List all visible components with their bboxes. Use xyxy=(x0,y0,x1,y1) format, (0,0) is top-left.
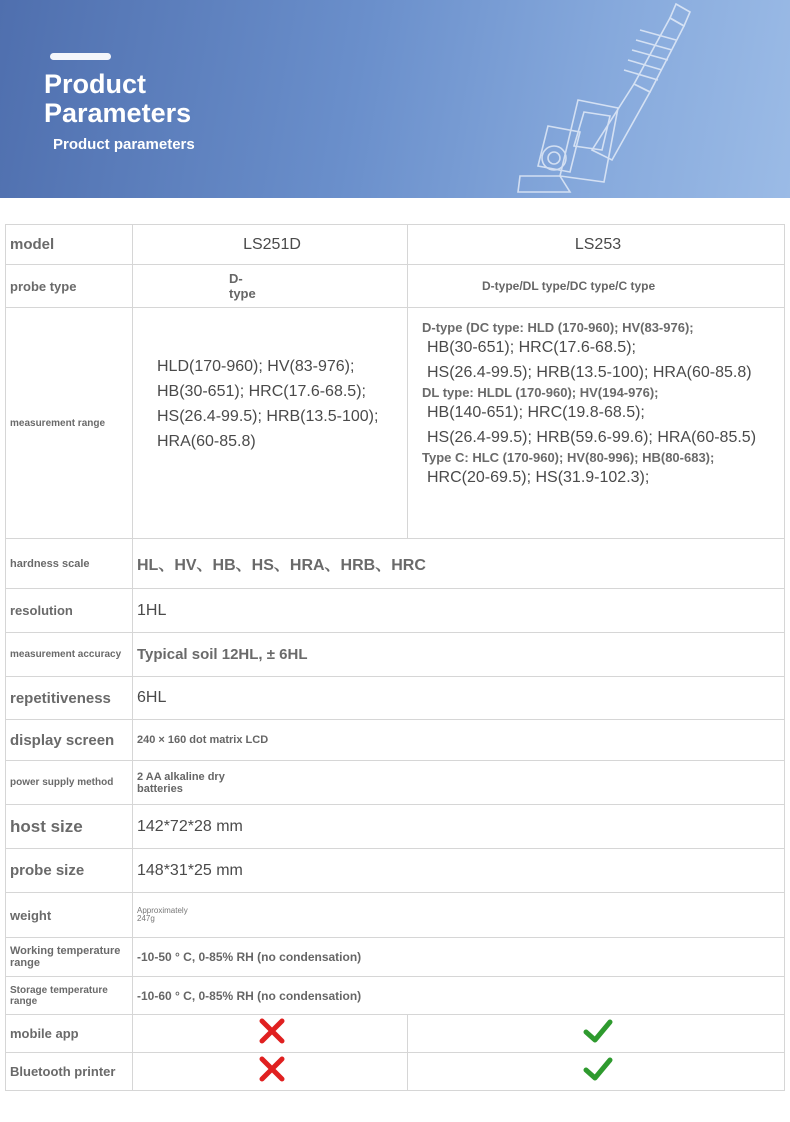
probe-type-ls253: D-type/DL type/DC type/C type xyxy=(482,279,656,293)
label-measurement-accuracy: measurement accuracy xyxy=(6,633,133,677)
probe-type-ls251d: D-type xyxy=(229,271,256,301)
range-ls253-line: HB(140-651); HRC(19.8-68.5); xyxy=(427,404,645,421)
storage-temperature-value: -10-60 ° C, 0-85% RH (no condensation) xyxy=(133,977,785,1015)
check-icon xyxy=(583,1054,613,1084)
weight-value: Approximately 247g xyxy=(137,906,188,923)
label-working-temperature: Working temperature range xyxy=(6,938,133,977)
label-measurement-range: measurement range xyxy=(6,308,133,539)
range-ls253-head: D-type (DC type: HLD (170-960); HV(83-976); xyxy=(422,320,694,335)
range-ls253-line: HS(26.4-99.5); HRB(59.6-99.6); HRA(60-85.5) xyxy=(427,429,757,446)
row-probe-type xyxy=(6,265,785,308)
range-ls253-head: Type C: HLC (170-960); HV(80-996); HB(80-683); xyxy=(422,450,715,465)
row-probe-size xyxy=(6,849,785,893)
hardness-scale-value: HL、HV、HB、HS、HRA、HRB、HRC xyxy=(133,539,785,589)
probe-size-value: 148*31*25 mm xyxy=(133,849,785,893)
row-storage-temperature xyxy=(6,977,785,1015)
row-working-temperature xyxy=(6,938,785,977)
product-parameters-banner xyxy=(0,0,790,198)
row-measurement-range xyxy=(6,308,785,539)
row-bluetooth-printer xyxy=(6,1053,785,1091)
label-storage-temperature: Storage temperature range xyxy=(6,977,133,1015)
row-power-supply xyxy=(6,761,785,805)
row-display-screen xyxy=(6,720,785,761)
row-repetitiveness xyxy=(6,677,785,720)
model-ls253: LS253 xyxy=(408,225,785,265)
label-model: model xyxy=(6,225,133,265)
range-ls253-line: HS(26.4-99.5); HRB(13.5-100); HRA(60-85.8) xyxy=(427,364,752,381)
row-host-size xyxy=(6,805,785,849)
host-size-value: 142*72*28 mm xyxy=(133,805,785,849)
parameters-table xyxy=(5,224,785,1091)
model-ls251d: LS251D xyxy=(133,225,408,265)
range-ls253-line: HB(30-651); HRC(17.6-68.5); xyxy=(427,339,636,356)
measurement-accuracy-value: Typical soil 12HL, ± 6HL xyxy=(133,633,785,677)
label-repetitiveness: repetitiveness xyxy=(6,677,133,720)
banner-title: Product Parameters xyxy=(44,69,192,128)
label-weight: weight xyxy=(6,893,133,938)
label-power-supply: power supply method xyxy=(6,761,133,805)
working-temperature-value: -10-50 ° C, 0-85% RH (no condensation) xyxy=(133,938,785,977)
range-ls253-line: HRC(20-69.5); HS(31.9-102.3); xyxy=(427,469,650,486)
accent-bar xyxy=(50,53,111,60)
cross-icon xyxy=(257,1054,287,1084)
label-hardness-scale: hardness scale xyxy=(6,539,133,589)
row-mobile-app xyxy=(6,1015,785,1053)
row-model xyxy=(6,225,785,265)
check-icon xyxy=(583,1016,613,1046)
range-ls251d-line: HRA(60-85.8) xyxy=(157,433,256,450)
row-weight xyxy=(6,893,785,938)
range-ls251d-line: HB(30-651); HRC(17.6-68.5); xyxy=(157,383,366,400)
range-ls251d-line: HLD(170-960); HV(83-976); xyxy=(157,358,355,375)
hardness-tester-illustration xyxy=(500,0,700,198)
repetitiveness-value: 6HL xyxy=(133,677,785,720)
range-ls253-head: DL type: HLDL (170-960); HV(194-976); xyxy=(422,385,659,400)
row-resolution xyxy=(6,589,785,633)
range-ls251d-line: HS(26.4-99.5); HRB(13.5-100); xyxy=(157,408,379,425)
label-display-screen: display screen xyxy=(6,720,133,761)
power-supply-value: 2 AA alkaline dry batteries xyxy=(137,770,225,795)
resolution-value: 1HL xyxy=(133,589,785,633)
label-probe-type: probe type xyxy=(6,265,133,308)
label-host-size: host size xyxy=(6,805,133,849)
row-measurement-accuracy xyxy=(6,633,785,677)
label-bluetooth-printer: Bluetooth printer xyxy=(6,1053,133,1091)
label-probe-size: probe size xyxy=(6,849,133,893)
cross-icon xyxy=(257,1016,287,1046)
label-resolution: resolution xyxy=(6,589,133,633)
row-hardness-scale xyxy=(6,539,785,589)
label-mobile-app: mobile app xyxy=(6,1015,133,1053)
banner-subtitle: Product parameters xyxy=(53,136,195,153)
display-screen-value: 240 × 160 dot matrix LCD xyxy=(137,734,269,746)
